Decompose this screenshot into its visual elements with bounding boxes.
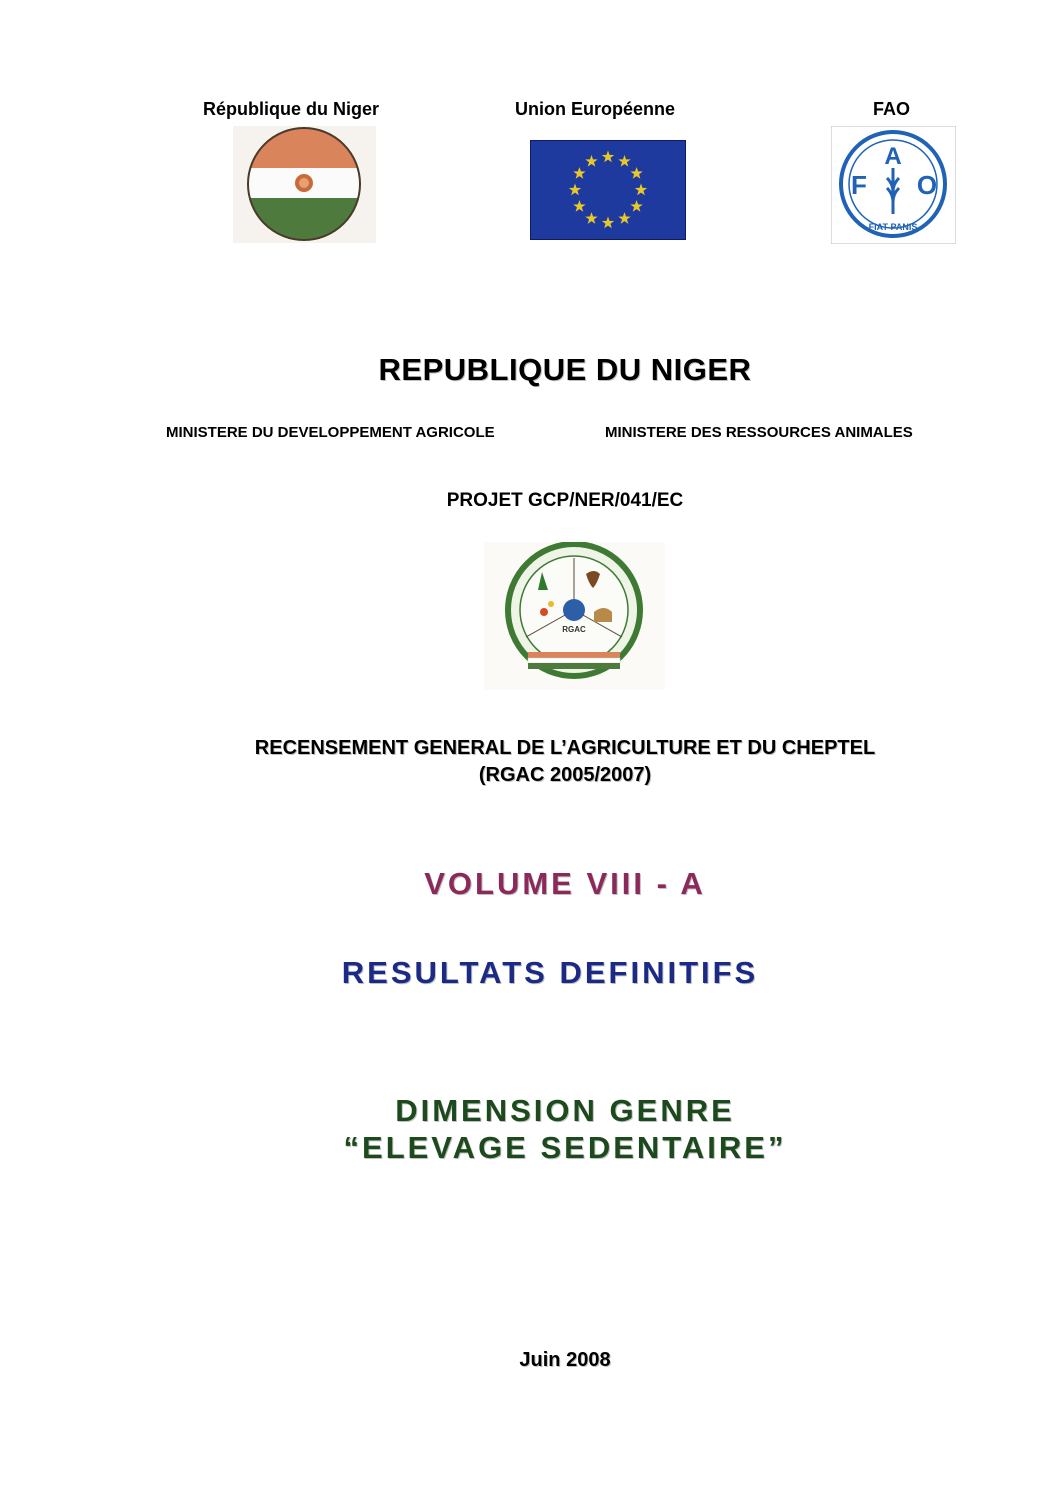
rgac-emblem bbox=[484, 542, 665, 690]
fao-motto: FIAT PANIS bbox=[868, 222, 918, 232]
ministry-animal-resources: MINISTERE DES RESSOURCES ANIMALES bbox=[605, 424, 913, 441]
svg-text:O: O bbox=[916, 170, 938, 200]
eu-flag bbox=[530, 140, 686, 240]
volume-title: VOLUME VIII - A bbox=[424, 866, 706, 901]
eu-label: Union Européenne bbox=[515, 99, 676, 119]
census-title-line2: (RGAC 2005/2007) bbox=[478, 764, 652, 786]
niger-label: République du Niger bbox=[203, 99, 380, 119]
ministry-agriculture: MINISTERE DU DEVELOPPEMENT AGRICOLE bbox=[166, 424, 495, 441]
census-title-line1: RECENSEMENT GENERAL DE L’AGRICULTURE ET DU CHEPTEL bbox=[254, 737, 876, 759]
dimension-title bbox=[0, 1092, 1058, 1166]
fao-label: FAO bbox=[873, 99, 911, 119]
fao-logo bbox=[831, 126, 956, 244]
svg-text:A: A bbox=[884, 143, 902, 170]
dimension-title-line2: “ELEVAGE SEDENTAIRE” bbox=[343, 1130, 787, 1165]
svg-text:F: F bbox=[851, 170, 867, 200]
dimension-title-line1: DIMENSION GENRE bbox=[395, 1093, 735, 1128]
census-title bbox=[0, 735, 1058, 789]
rgac-emblem-label: RGAC bbox=[562, 625, 586, 634]
results-title: RESULTATS DEFINITIFS bbox=[341, 955, 759, 990]
niger-flag-emblem bbox=[233, 126, 376, 243]
project-code: PROJET GCP/NER/041/EC bbox=[446, 490, 684, 511]
publication-date: Juin 2008 bbox=[519, 1349, 611, 1371]
country-title: REPUBLIQUE DU NIGER bbox=[378, 352, 752, 387]
